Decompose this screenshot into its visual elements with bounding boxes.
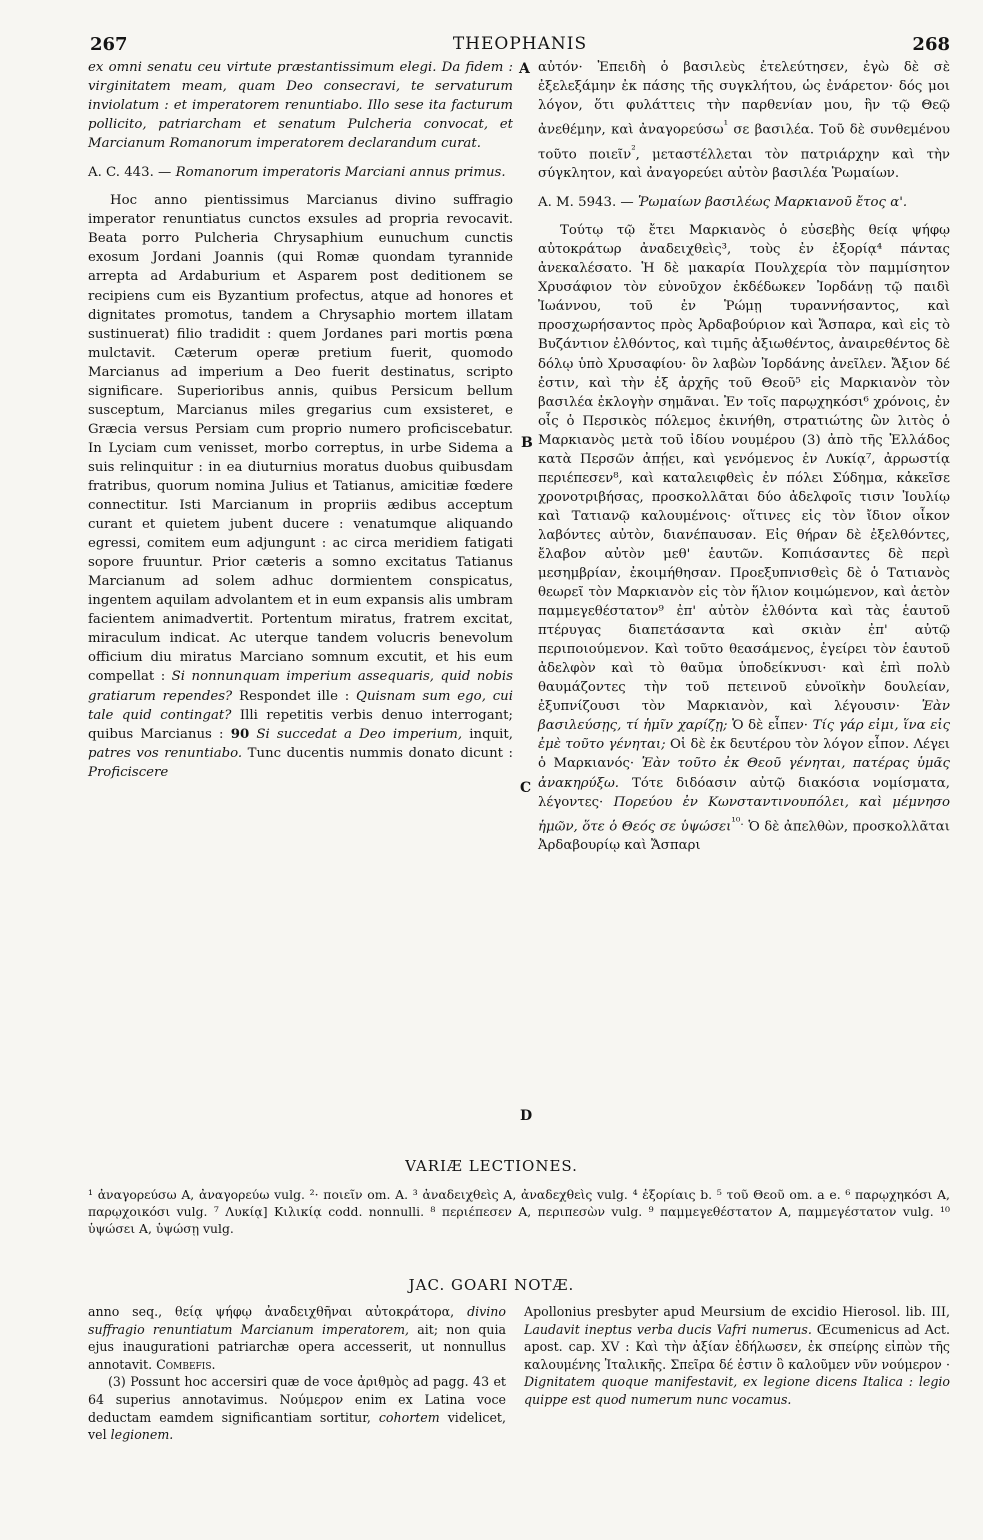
variae-heading: VARIÆ LECTIONES. [405,1157,578,1175]
greek-column [538,58,950,855]
greek-year-heading: A. M. 5943. — Ῥωμαίων βασιλέως Μαρκιανοῦ ἔτος α'. [538,195,908,211]
notes-right-column [524,1303,950,1409]
latin-body: Hoc anno pientissimus Marcianus divino suffragio imperator renuntiatus cunctos exsules ad propria revocavit. Beata porro Pulcheria Chrysaphium eunuchum cunctis exosum Jordani Joannis (qui Romæ quondam tyrannide arrepta ad Ardaburium et Asparem post deditionem se recipiens cum eis Byzantium profectus, atque ad honores et dignitates promotus, tandem a Chrysaphio mortem illatam sustinuerat) filio tradidit : quem Jordanes pari mortis pœna mulctavit. Cæterum operæ pretium fuerit, quomodo Marcianus ad imperium a Deo fuerit destinatus, scripto significare. Superioribus annis, quibus Persicum bellum susceptum, Marcianus miles gregarius cum exsisteret, e Græcia versus Persiam cum proprio numero proficiscebatur. In Lyciam cum venisset, morbo correptus, in urbe Sidema a suis relinquitur : in ea diuturnius moratus duobus quibusdam fratribus, quorum nomina Julius et Tatianus, amicitiæ fœdere connectitur. Isti Marcianum in propriis ædibus acceptum curant et quietem jubent ducere : venatumque aliquando egressi, comitem eum adjungunt : ac circa meridiem fatigati sopore fruuntur. Prior cæteris a somno excitatus Tatianus Marcianum ad solem adhuc dormientem conspicatus, ingentem aquilam advolantem et in eum expansis alis umbram facientem animadvertit. Portentum miratus, fratrem excitat, miraculum indicat. Ac uterque tandem volucris benevolum officium diu miratus Marciano somnum excutit, et his eum compellat : Si nonnunquam imperium assequaris, quid nobis gratiarum rependes? Respondet ille : Quisnam sum ego, cui tale quid contingat? Illi repetitis verbis denuo interrogant; quibus Marcianus : 90 Si succedat a Deo imperium, inquit, patres vos renuntiabo. Tunc ducentis nummis donato dicunt : Proficiscere [88,193,514,780]
margin-letter-d: D [520,1108,533,1124]
note-continuation: anno seq., θείᾳ ψήφῳ ἀναδειχθῆναι αὐτοκράτορα, divino suffragio renuntiatum Marcianum imperatorem, ait; non quia ejus inaugurationi patriarchæ opera accesserit, ut nonnullus annotavit. Combefis. [88,1304,506,1372]
notes-left-column [88,1303,506,1444]
page-number-right: 268 [912,34,950,55]
note-3-continued: Apollonius presbyter apud Meursium de excidio Hierosol. lib. III, Laudavit ineptus verba ducis Vafri numerus. Œcumenicus ad Act. apost. cap. XV : Καὶ τὴν ἀξίαν ἐδήλωσεν, ἐκ σπείρης εἰπὼν τῆς καλουμένης Ἰταλικῆς. Σπεῖρα δέ ἐστιν ὃ καλοῦμεν νῦν νούμερον · Dignitatem quoque manifestavit, ex legione dicens Italica : legio quippe est quod numerum nunc vocamus. [524,1304,950,1407]
page-number-left: 267 [90,34,128,55]
notes-heading: JAC. GOARI NOTÆ. [408,1276,575,1294]
latin-column [88,58,513,782]
latin-intro: ex omni senatu ceu virtute præstantissimum elegi. Da fidem : virginitatem meam, quam Deo consecravi, te servaturum inviolatum : et imperatorem renuntiabo. Illo sese ita facturum pollicito, patriarcham et senatum Pulcheria convocat, et Marcianum Romanorum imperatorem declarandum curat. [88,60,513,152]
inline-page-number: 90 [230,726,250,742]
variae-lectiones: ¹ ἀναγορεύσω A, ἀναγορεύω vulg. ²· ποιεῖν om. A. ³ ἀναδειχθεὶς A, ἀναδεχθεὶς vulg. ⁴ ἐξορίαις b. ⁵ τοῦ Θεοῦ om. a e. ⁶ παρῳχηκόσι A, παρῳχοικόσι vulg. ⁷ Λυκίᾳ] Κιλικίᾳ codd. nonnulli. ⁸ περιέπεσεν A, περιπεσὼν vulg. ⁹ παμμεγεθέστατον A, παμμεγέστατον vulg. ¹⁰ ὑψώσει A, ὑψώσῃ vulg. [88,1187,950,1236]
running-header [90,34,950,60]
latin-year-heading: A. C. 443. — Romanorum imperatoris Marciani annus primus. [88,165,506,181]
margin-letter-b: B [521,435,533,451]
greek-intro: αὐτόν· Ἐπειδὴ ὁ βασιλεὺς ἐτελεύτησεν, ἐγὼ δὲ σὲ ἐξελεξάμην ἐκ πάσης τῆς συγκλήτου, ὡς ἐνάρετον· δός μοι λόγον, ὅτι φυλάττεις τὴν παρθενίαν μου, ἣν τῷ Θεῷ ἀνεθέμην, καὶ ἀναγορεύσω$^{^1}$ σε βασιλέα. Τοῦ δὲ συνθεμένου τοῦτο ποιεῖν$^{^2}$, μεταστέλλεται τὸν πατριάρχην καὶ τὴν σύγκλητον, καὶ ἀναγορεύει αὐτὸν βασιλέα Ῥωμαίων. [538,60,950,182]
margin-letter-a: A [519,61,530,77]
running-title: THEOPHANIS [452,34,588,54]
margin-letter-c: C [520,780,532,796]
greek-body: Τούτῳ τῷ ἔτει Μαρκιανὸς ὁ εὐσεβὴς θείᾳ ψήφῳ αὐτοκράτωρ ἀναδειχθεὶς³, τοὺς ἐν ἐξορίᾳ⁴ πάντας ἀνεκαλέσατο. Ἡ δὲ μακαρία Πουλχερία τὸν παμμίσητον Χρυσάφιον τὸν εὐνοῦχον ἐκδέδωκεν Ἰορδάνῃ τῷ παιδὶ Ἰωάννου, τοῦ ἐν Ῥώμῃ τυραννήσαντος, καὶ προσχωρήσαντος πρὸς Ἀρδαβούριον καὶ Ἄσπαρα, καὶ εἰς τὸ Βυζάντιον ἐλθόντος, καὶ τιμῆς ἀξιωθέντος, ἀναιρεθέντος δὲ δόλῳ ὑπὸ Χρυσαφίου· ὃν λαβὼν Ἰορδάνης ἀνεῖλεν. Ἄξιον δέ ἐστιν, καὶ τὴν ἐξ ἀρχῆς τοῦ Θεοῦ⁵ εἰς Μαρκιανὸν τὸν βασιλέα ἐκλογὴν σημᾶναι. Ἐν τοῖς παρῳχηκόσι⁶ χρόνοις, ἐν οἷς ὁ Περσικὸς πόλεμος ἐκινήθη, στρατιώτης ὢν λιτὸς ὁ Μαρκιανὸς μετὰ τοῦ ἰδίου νουμέρου (3) ἀπὸ τῆς Ἑλλάδος κατὰ Περσῶν ἀπῄει, καὶ γενόμενος ἐν Λυκίᾳ⁷, ἀρρωστίᾳ περιέπεσεν⁸, καὶ καταλειφθεὶς ἐν πόλει Σύδημα, κἀκεῖσε χρονοτριβήσας, προσκολλᾶται δύο ἀδελφοῖς τισιν Ἰουλίῳ καὶ Τατιανῷ καλουμένοις· οἵτινες εἰς τὸν ἴδιον οἶκον λαβόντες αὐτὸν, διανέπαυσαν. Εἰς θήραν δὲ ἐξελθόντες, ἔλαβον αὐτὸν μεθ' ἑαυτῶν. Κοπιάσαντες δὲ περὶ μεσημβρίαν, ἐκοιμήθησαν. Προεξυπνισθεὶς δὲ ὁ Τατιανὸς θεωρεῖ τὸν Μαρκιανὸν εἰς τὸν ἥλιον κοιμώμενον, καὶ ἀετὸν παμμεγεθέστατον⁹ ἐπ' αὐτὸν ἐλθόντα καὶ τὰς ἑαυτοῦ πτέρυγας διαπετάσαντα καὶ σκιὰν ἐπ' αὐτῷ περιποιούμενον. Καὶ τοῦτο θεασάμενος, ἐγείρει τὸν ἑαυτοῦ ἀδελφὸν καὶ τὸ θαῦμα ὑποδείκνυσι· καὶ ἐπὶ πολὺ θαυμάζοντες τὴν τοῦ πετεινοῦ εὐνοϊκὴν δουλείαν, ἐξυπνίζουσι τὸν Μαρκιανὸν, καὶ λέγουσιν· Ἐὰν βασιλεύσῃς, τί ἡμῖν χαρίζῃ; Ὁ δὲ εἶπεν· Τίς γάρ εἰμι, ἵνα εἰς ἐμὲ τοῦτο γένηται; Οἱ δὲ ἐκ δευτέρου τὸν λόγον εἶπον. Λέγει ὁ Μαρκιανός· Ἐὰν τοῦτο ἐκ Θεοῦ γένηται, πατέρας ὑμᾶς ἀνακηρύξω. Τότε διδόασιν αὐτῷ διακόσια νομίσματα, λέγοντες· Πορεύου ἐν Κωνσταντινουπόλει, καὶ μέμνησο ἡμῶν, ὅτε ὁ Θεός σε ὑψώσει$^{^{10}.}$ Ὁ δὲ ἀπελθὼν, προσκολλᾶται Ἀρδαβουρίῳ καὶ Ἄσπαρι [538,223,951,854]
note-3: (3) Possunt hoc accersiri quæ de voce ἀριθμὸς ad pagg. 43 et 64 superius annotavimus. Νούμερον enim ex Latina voce deductam eamdem significantiam sortitur, cohortem videlicet, vel legionem. [88,1374,506,1443]
